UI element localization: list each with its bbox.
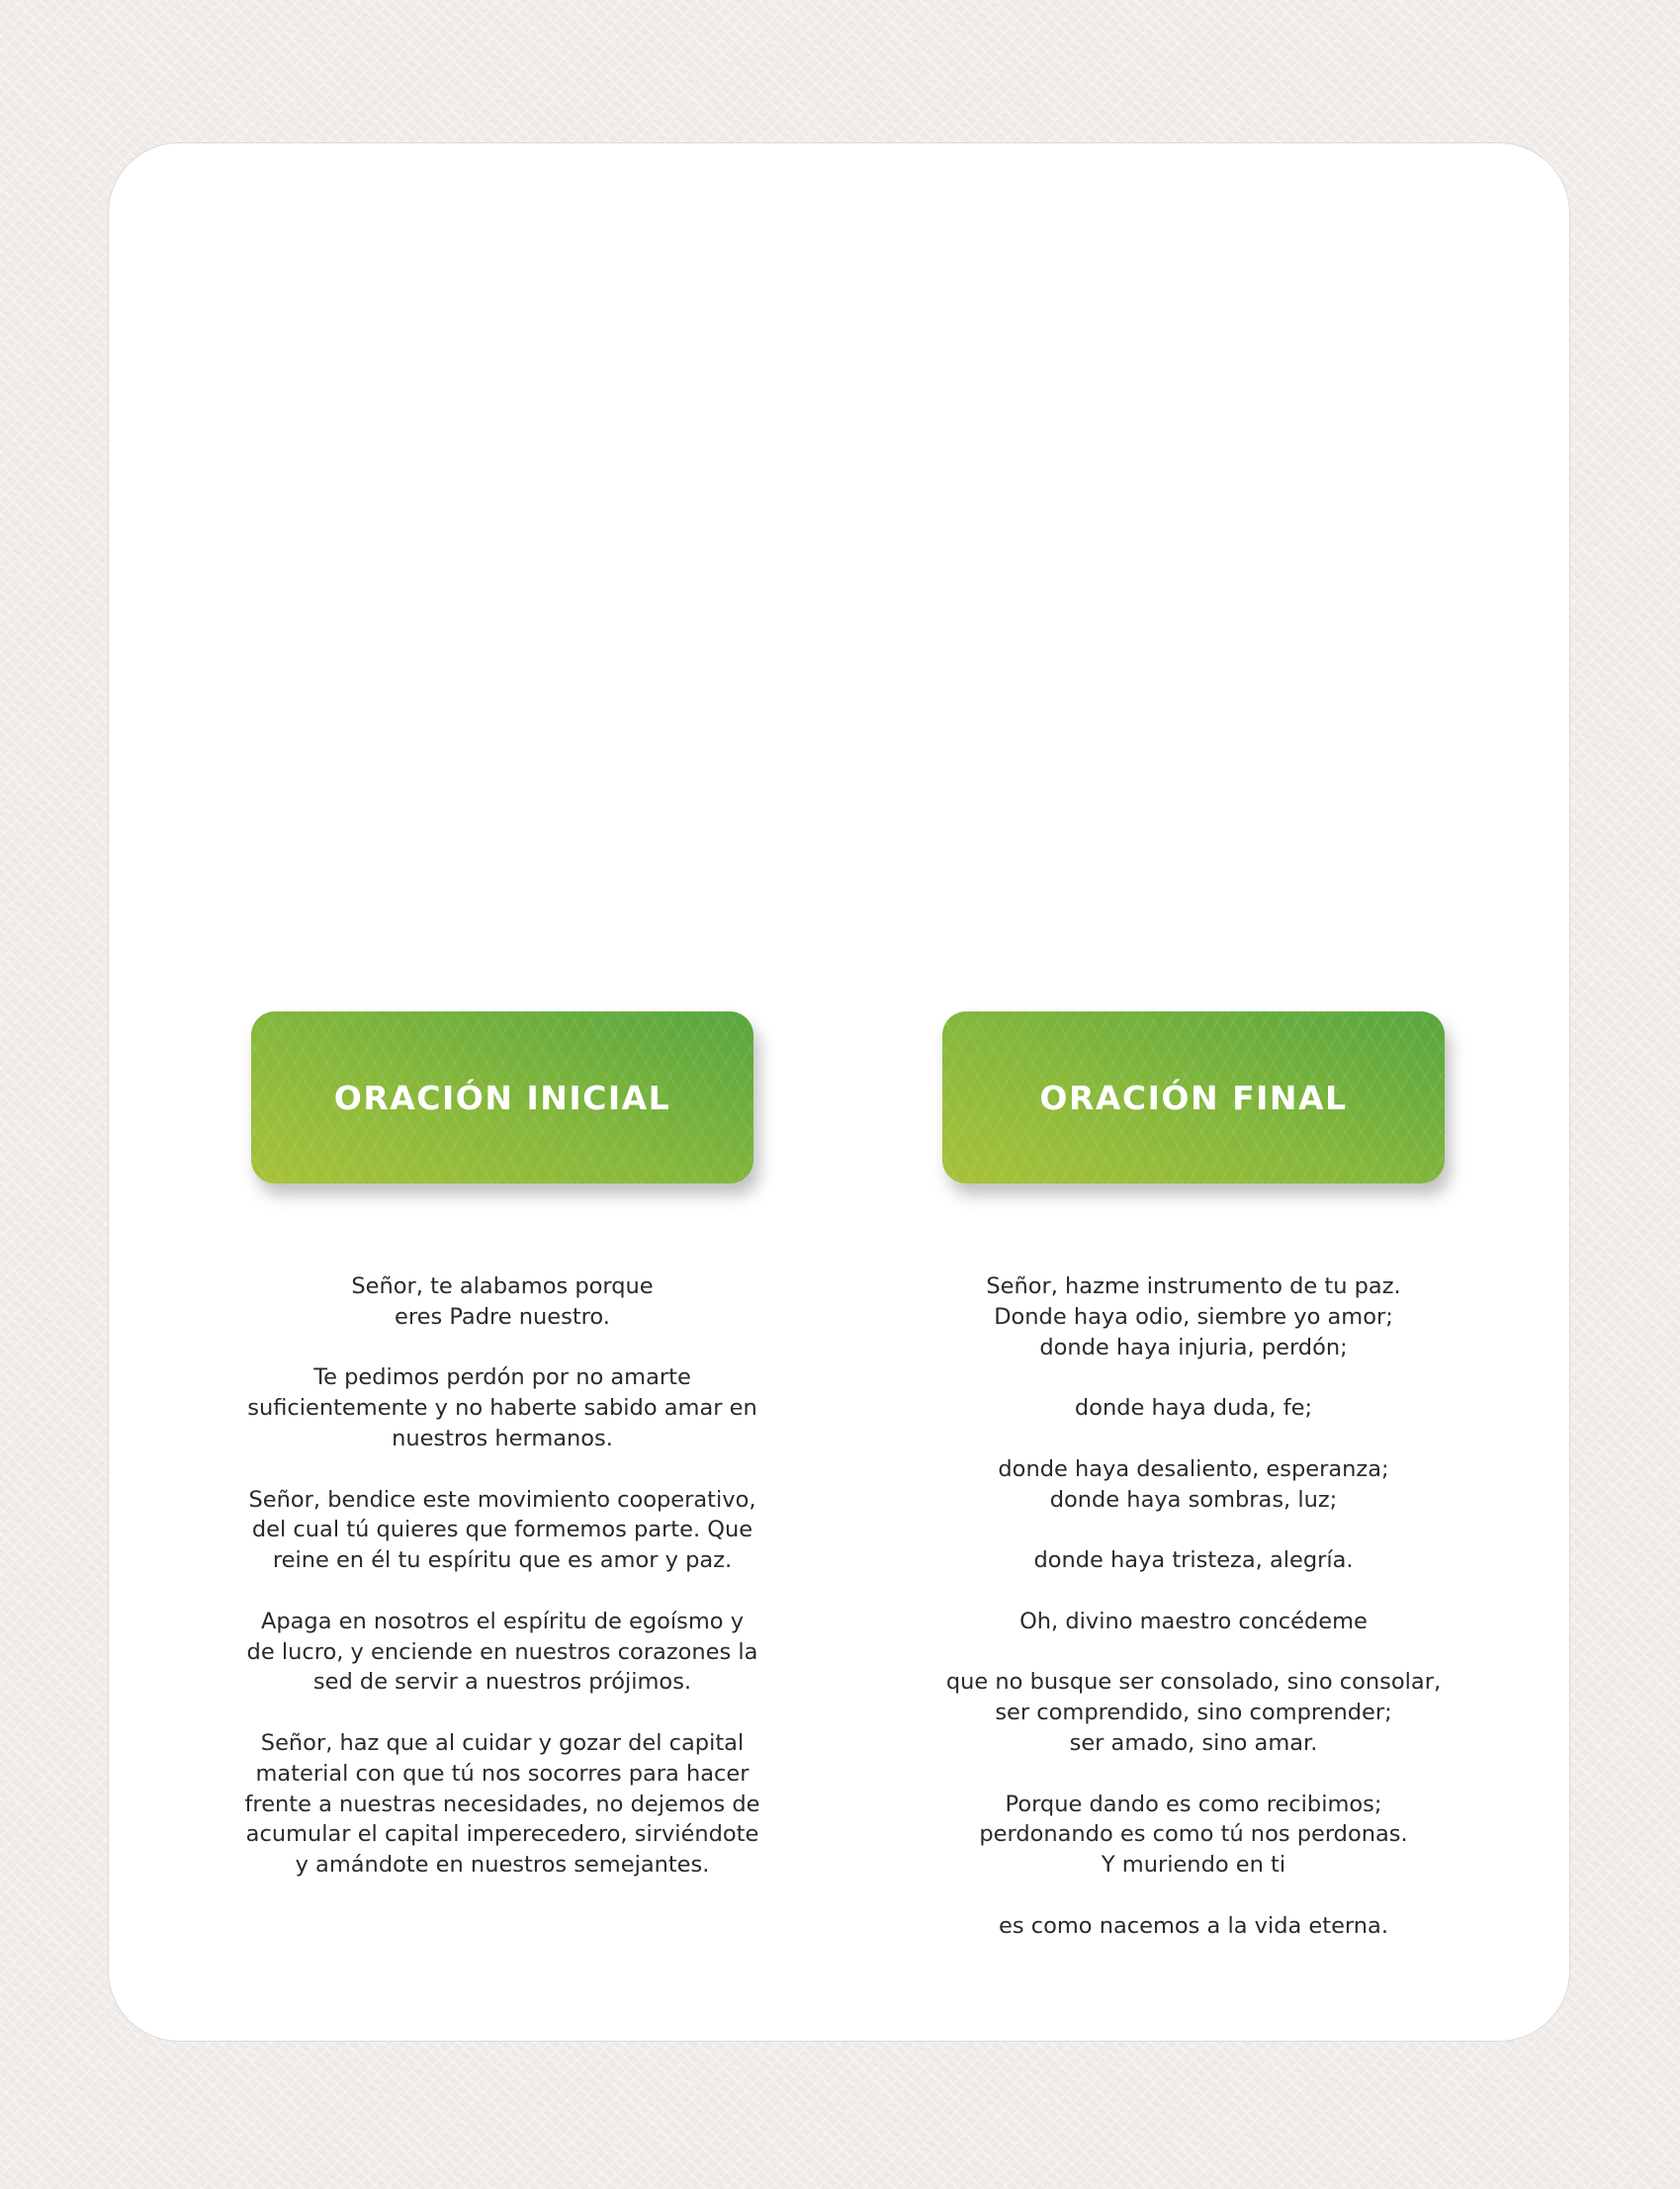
oracion-inicial-header bbox=[251, 1011, 753, 1183]
oracion-inicial-title: ORACIÓN INICIAL bbox=[333, 1078, 671, 1117]
stanza bbox=[897, 1667, 1490, 1758]
prayer-line: sed de servir a nuestros prójimos. bbox=[312, 1669, 692, 1696]
prayer-line: reine en él tu espíritu que es amor y paz. bbox=[272, 1547, 733, 1574]
prayer-line: Donde haya odio, siembre yo amor; bbox=[994, 1303, 1393, 1330]
prayer-line: Porque dando es como recibimos; bbox=[1005, 1791, 1382, 1817]
prayer-line: que no busque ser consolado, sino consolar, bbox=[945, 1669, 1442, 1696]
prayer-line: es como nacemos a la vida eterna. bbox=[999, 1912, 1388, 1939]
prayer-line: y amándote en nuestros semejantes. bbox=[295, 1852, 710, 1879]
oracion-inicial-text bbox=[206, 1271, 799, 1881]
stanza bbox=[897, 1393, 1490, 1424]
stanza bbox=[897, 1607, 1490, 1637]
prayer-line: Señor, bendice este movimiento cooperativo, bbox=[248, 1486, 756, 1513]
prayer-line: Oh, divino maestro concédeme bbox=[1019, 1608, 1368, 1634]
oracion-final-header bbox=[942, 1011, 1445, 1183]
prayer-line: Y muriendo en ti bbox=[1101, 1852, 1286, 1879]
stanza bbox=[897, 1790, 1490, 1881]
prayer-line: Apaga en nosotros el espíritu de egoísmo y bbox=[260, 1608, 745, 1634]
oracion-final-text bbox=[897, 1271, 1490, 1942]
prayer-line: perdonando es como tú nos perdonas. bbox=[979, 1821, 1408, 1848]
prayer-line: donde haya sombras, luz; bbox=[1049, 1486, 1338, 1513]
stanza bbox=[206, 1728, 799, 1881]
stanza bbox=[206, 1485, 799, 1576]
prayer-line: donde haya duda, fe; bbox=[1074, 1395, 1313, 1422]
prayer-line: nuestros hermanos. bbox=[392, 1425, 613, 1451]
prayer-line: Señor, hazme instrumento de tu paz. bbox=[986, 1273, 1401, 1299]
prayer-line: ser comprendido, sino comprender; bbox=[995, 1700, 1392, 1726]
prayer-line: ser amado, sino amar. bbox=[1069, 1729, 1318, 1756]
stanza bbox=[897, 1911, 1490, 1942]
prayer-line: suficientemente y no haberte sabido amar en bbox=[247, 1395, 757, 1422]
prayer-line: eres Padre nuestro. bbox=[395, 1303, 610, 1330]
stanza bbox=[206, 1271, 799, 1333]
stanza bbox=[897, 1271, 1490, 1362]
stanza bbox=[206, 1607, 799, 1698]
prayer-line: donde haya injuria, perdón; bbox=[1039, 1334, 1348, 1360]
stanza bbox=[897, 1454, 1490, 1516]
prayer-line: donde haya tristeza, alegría. bbox=[1033, 1547, 1354, 1574]
prayer-line: material con que tú nos socorres para hacer bbox=[255, 1760, 750, 1787]
prayer-line: Te pedimos perdón por no amarte bbox=[313, 1364, 691, 1391]
prayer-line: acumular el capital imperecedero, sirviéndote bbox=[245, 1821, 759, 1848]
oracion-final-title: ORACIÓN FINAL bbox=[1039, 1078, 1348, 1117]
prayer-line: Señor, te alabamos porque bbox=[351, 1273, 654, 1299]
stanza bbox=[206, 1362, 799, 1453]
prayer-line: de lucro, y enciende en nuestros corazones la bbox=[246, 1638, 758, 1665]
stanza bbox=[897, 1545, 1490, 1576]
prayer-line: Señor, haz que al cuidar y gozar del capital bbox=[260, 1729, 745, 1756]
prayer-line: frente a nuestras necesidades, no dejemos de bbox=[244, 1791, 760, 1817]
prayer-line: del cual tú quieres que formemos parte. Que bbox=[251, 1517, 753, 1543]
prayer-line: donde haya desaliento, esperanza; bbox=[998, 1455, 1389, 1482]
